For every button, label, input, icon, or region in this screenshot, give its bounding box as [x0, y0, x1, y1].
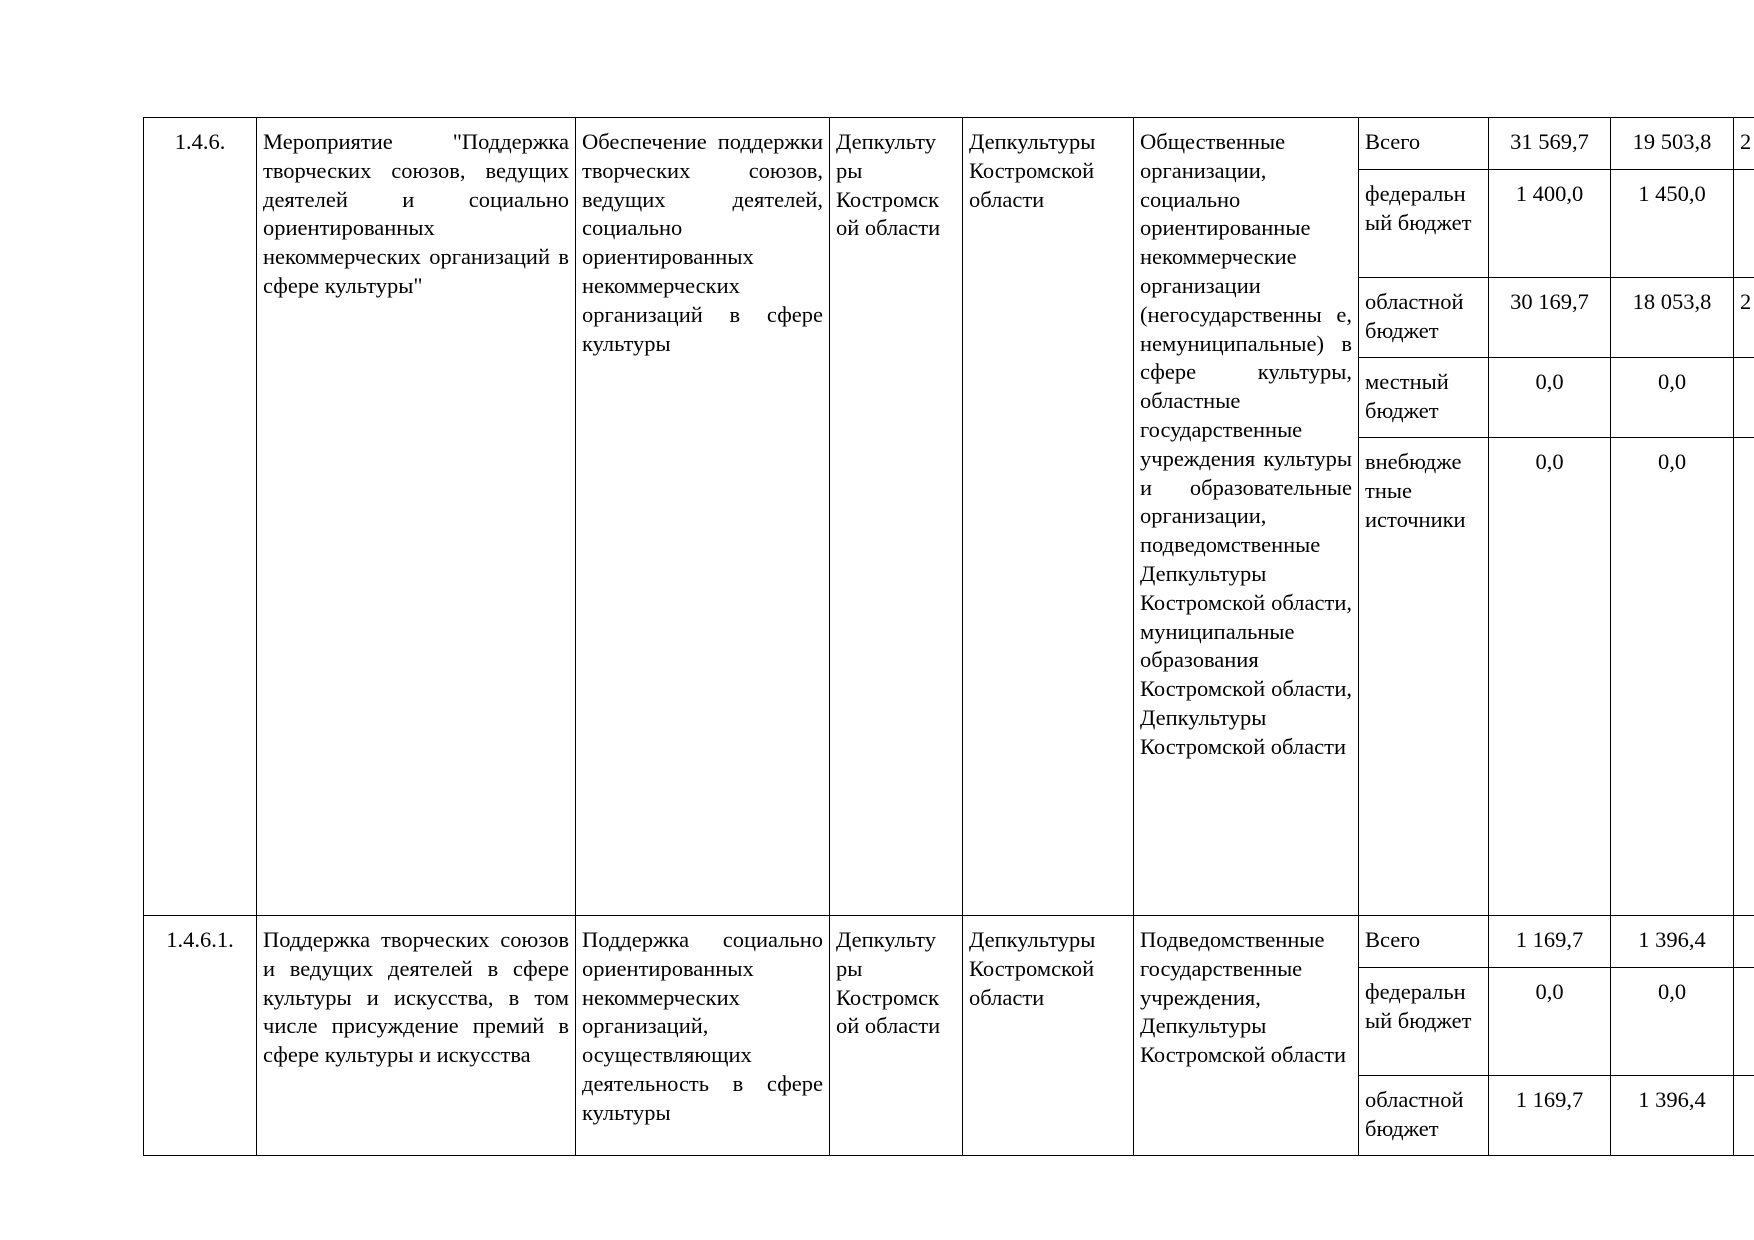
- event-name: Мероприятие "Поддержка творческих союзов, ведущих деятелей и социально ориентированных некоммерческих организаций в сфере культуры": [257, 118, 576, 916]
- participants: Общественные организации, социально ориентированные некоммерческие организации (негосударственны е, немуниципальные) в сфере культуры, областные государственные учреждения культуры и образовательные организации, подведомственные Депкультуры Костромской области, муниципальные образования Костромской области, Депкультуры Костромской области: [1134, 118, 1359, 916]
- funding-value-2: 0,0: [1611, 968, 1734, 1076]
- co-executor: Депкультуры Костромской области: [963, 118, 1134, 916]
- funding-value-3: [1734, 438, 1754, 916]
- participants: Подведомственные государственные учреждения, Депкультуры Костромской области: [1134, 916, 1359, 1156]
- funding-value-1: 0,0: [1489, 968, 1611, 1076]
- funding-value-2: 1 450,0: [1611, 170, 1734, 278]
- funding-value-3: [1734, 1076, 1754, 1156]
- row-number: 1.4.6.: [144, 118, 257, 916]
- funding-value-3: 2: [1734, 278, 1754, 358]
- funding-value-2: 0,0: [1611, 438, 1734, 916]
- funding-value-2: 0,0: [1611, 358, 1734, 438]
- funding-source: федеральн ый бюджет: [1359, 968, 1489, 1076]
- funding-source: Всего: [1359, 118, 1489, 170]
- table-row: [144, 118, 1754, 170]
- funding-value-2: 1 396,4: [1611, 1076, 1734, 1156]
- funding-value-1: 31 569,7: [1489, 118, 1611, 170]
- funding-value-2: 18 053,8: [1611, 278, 1734, 358]
- funding-value-3: 2: [1734, 118, 1754, 170]
- event-goal: Обеспечение поддержки творческих союзов, ведущих деятелей, социально ориентированных некоммерческих организаций в сфере культуры: [576, 118, 830, 916]
- funding-value-1: 30 169,7: [1489, 278, 1611, 358]
- funding-source: внебюдже тные источники: [1359, 438, 1489, 916]
- funding-value-1: 0,0: [1489, 358, 1611, 438]
- responsible-executor: Депкульту ры Костромск ой области: [830, 916, 963, 1156]
- funding-value-2: 1 396,4: [1611, 916, 1734, 968]
- funding-source: областной бюджет: [1359, 1076, 1489, 1156]
- funding-value-3: [1734, 170, 1754, 278]
- funding-source: областной бюджет: [1359, 278, 1489, 358]
- budget-table-page: [143, 117, 1754, 1157]
- funding-value-1: 1 169,7: [1489, 916, 1611, 968]
- event-goal: Поддержка социально ориентированных некоммерческих организаций, осуществляющих деятельность в сфере культуры: [576, 916, 830, 1156]
- event-name: Поддержка творческих союзов и ведущих деятелей в сфере культуры и искусства, в том числе присуждение премий в сфере культуры и искусства: [257, 916, 576, 1156]
- budget-table: [143, 117, 1754, 1156]
- funding-value-2: 19 503,8: [1611, 118, 1734, 170]
- funding-value-3: [1734, 916, 1754, 968]
- funding-value-3: [1734, 358, 1754, 438]
- funding-value-1: 1 400,0: [1489, 170, 1611, 278]
- co-executor: Депкультуры Костромской области: [963, 916, 1134, 1156]
- row-number: 1.4.6.1.: [144, 916, 257, 1156]
- funding-value-1: 1 169,7: [1489, 1076, 1611, 1156]
- funding-source: Всего: [1359, 916, 1489, 968]
- table-row: [144, 916, 1754, 968]
- funding-source: местный бюджет: [1359, 358, 1489, 438]
- responsible-executor: Депкульту ры Костромск ой области: [830, 118, 963, 916]
- funding-value-1: 0,0: [1489, 438, 1611, 916]
- funding-value-3: [1734, 968, 1754, 1076]
- funding-source: федеральн ый бюджет: [1359, 170, 1489, 278]
